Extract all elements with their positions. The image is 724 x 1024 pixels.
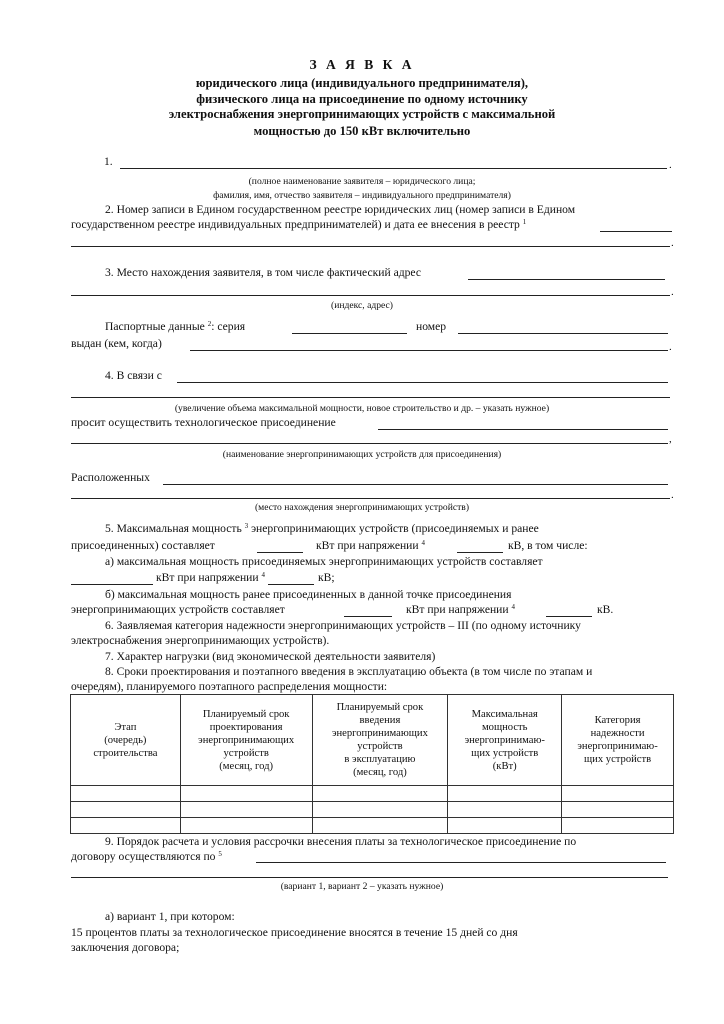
issued-by-field[interactable] xyxy=(190,350,668,351)
location-hint: (место нахождения энергопринимающих устройств) xyxy=(254,502,470,513)
document-title: З А Я В К А xyxy=(309,57,415,72)
item2-text-2: государственном реестре индивидуальных предпринимателей) и дата ее внесения в реестр $^1$ xyxy=(71,218,527,231)
table-header-design-term: Планируемый срок проектирования энергопринимающих устройств (месяц, год) xyxy=(180,695,312,786)
item8-text-2: очередям), планируемого поэтапного распределения мощности: xyxy=(71,680,388,693)
address-line-field[interactable] xyxy=(71,295,670,296)
item3-label: 3. Место нахождения заявителя, в том числе фактический адрес xyxy=(105,266,422,279)
item1-hint-2: фамилия, имя, отчество заявителя – индивидуального предпринимателя) xyxy=(213,190,511,201)
item9-text-2: договору осуществляются по $^5$ xyxy=(71,850,222,863)
voltage-field[interactable] xyxy=(457,552,503,553)
table-cell[interactable] xyxy=(448,818,562,834)
table-cell[interactable] xyxy=(71,786,181,802)
passport-number-field[interactable] xyxy=(458,333,668,334)
reason-field[interactable] xyxy=(177,382,668,383)
footnote-1: 1 xyxy=(522,218,527,226)
table-cell[interactable] xyxy=(312,818,448,834)
item5b-text-1: б) максимальная мощность ранее присоединенных в данной точке присоединения xyxy=(105,588,512,601)
request-field[interactable] xyxy=(378,429,668,430)
application-form-page: З А Я В К А юридического лица (индивидуального предпринимателя), физического лица на присоединение по одному источнику электроснабжения энергопринимающих устройств с максимальной мощностью до 150 кВт включительно 1. . (полное наименование заявителя – юридического лица; фамилия, имя, отчество заявителя – индивидуального предпринимателя) 2. Номер записи в Едином государственном реестре юридических лиц (номер записи в Едином государственном реестре индивидуальных предпринимателей) и дата ее внесения в реестр $^1$ . 3. Место нахождения заявителя, в том числе фактический адрес . (индекс, адрес) Паспортные данные $^2$: серия номер выдан (кем, когда) . 4. В связи с (увеличение объема максимальной мощности, новое строительство и др. – указать нужное) просит осуществить технологическое присоединение , (наименование энергопринимающих устройств для присоединения) Расположенных . (место нахождения энергопринимающих устройств) 5. Максимальная мощность $^3$ энергопринимающих устройств (присоединяемых и ранее присоединенных) составляет кВт при напряжении $^4$ кВ, в том числе: а) максимальная мощность присоединяемых энергопринимающих устройств составляет кВт при напряжении $^4$ кВ; б) максимальная мощность ранее присоединенных в данной точке присоединения энергопринимающих устройств составляет кВт при напряжении $^4$ кВ. 6. Заявляемая категория надежности энергопринимающих устройств – III (по одному источнику электроснабжения энергопринимающих устройств). 7. Характер нагрузки (вид экономической деятельности заявителя) 8. Сроки проектирования и поэтапного введения в эксплуатацию объекта (в том числе по этапам и очередям), планируемого поэтапного распределения мощности: Этап (очередь) строительства Планируемый срок проектирования энергопринимающих устройств (месяц, год) Планируемый срок введения энергопринимающих устройств в эксплуатацию (месяц, год) Максимальная мощность энергопринимаю- щих устройств (кВт) Категория надежности энергопринимаю- щих устройств 9. Порядок расчета и условия рассрочки внесения платы за технологическое присоединение по договору осуществляются по $^5$ (вариант 1, вариант 2 – указать нужное) а) вариант 1, при котором: 15 процентов платы за технологическое присоединение вносятся в течение 15 дней со дня заключения договора; xyxy=(0,0,724,1024)
payment-variant-field[interactable] xyxy=(256,862,666,863)
registry-line-field[interactable] xyxy=(71,246,670,247)
schedule-table xyxy=(70,694,674,834)
subtitle-line-1: юридического лица (индивидуального предпринимателя), xyxy=(195,76,529,90)
applicant-name-field[interactable] xyxy=(120,168,667,169)
item5a-text-2a: кВт при напряжении $^4$ xyxy=(156,571,265,584)
table-cell[interactable] xyxy=(562,802,674,818)
table-cell[interactable] xyxy=(562,818,674,834)
item3-hint: (индекс, адрес) xyxy=(331,300,393,311)
existing-voltage-field[interactable] xyxy=(546,616,592,617)
new-power-field[interactable] xyxy=(71,584,153,585)
passport-label: Паспортные данные $^2$: серия xyxy=(105,320,246,333)
registry-date-field[interactable] xyxy=(600,231,672,232)
located-label: Расположенных xyxy=(71,471,150,484)
devices-hint: (наименование энергопринимающих устройств для присоединения) xyxy=(222,449,502,460)
table-header-category: Категория надежности энергопринимаю- щих устройств xyxy=(562,695,674,786)
subtitle-line-4: мощностью до 150 кВт включительно xyxy=(253,124,471,138)
item5b-text-2a: энергопринимающих устройств составляет xyxy=(71,603,285,616)
max-power-field[interactable] xyxy=(257,552,303,553)
table-header-max-power: Максимальная мощность энергопринимаю- щих устройств (кВт) xyxy=(448,695,562,786)
table-row xyxy=(71,786,674,802)
table-row xyxy=(71,802,674,818)
existing-power-field[interactable] xyxy=(344,616,392,617)
request-label: просит осуществить технологическое присоединение xyxy=(71,416,336,429)
item4-hint: (увеличение объема максимальной мощности, новое строительство и др. – указать нужное) xyxy=(174,403,550,414)
item8-text-1: 8. Сроки проектирования и поэтапного введения в эксплуатацию объекта (в том числе по этапам и xyxy=(105,665,593,678)
table-row xyxy=(71,818,674,834)
reason-line-field[interactable] xyxy=(71,397,670,398)
passport-series-field[interactable] xyxy=(292,333,407,334)
item2-text-1: 2. Номер записи в Едином государственном реестре юридических лиц (номер записи в Едином xyxy=(105,203,576,216)
item5-text-2a: присоединенных) составляет xyxy=(71,539,215,552)
table-cell[interactable] xyxy=(562,786,674,802)
footnote-2: 2 xyxy=(207,320,212,328)
table-cell[interactable] xyxy=(180,802,312,818)
item4-label: 4. В связи с xyxy=(105,369,162,382)
item5-text-1: 5. Максимальная мощность $^3$ энергопринимающих устройств (присоединяемых и ранее xyxy=(105,522,539,535)
footnote-5: 5 xyxy=(218,850,222,858)
table-header-stage: Этап (очередь) строительства xyxy=(71,695,181,786)
variant1-text-2: заключения договора; xyxy=(71,941,180,954)
item5a-text-1: а) максимальная мощность присоединяемых энергопринимающих устройств составляет xyxy=(105,555,543,568)
location-line-field[interactable] xyxy=(71,498,670,499)
table-cell[interactable] xyxy=(312,802,448,818)
variant1-text-1: 15 процентов платы за технологическое присоединение вносятся в течение 15 дней со дня xyxy=(71,926,518,939)
variant1-label: а) вариант 1, при котором: xyxy=(105,910,235,923)
item5b-text-2b: кВт при напряжении $^4$ xyxy=(406,603,515,616)
table-cell[interactable] xyxy=(448,786,562,802)
item9-text-1: 9. Порядок расчета и условия рассрочки внесения платы за технологическое присоединение по xyxy=(105,835,577,848)
location-field[interactable] xyxy=(163,484,668,485)
table-cell[interactable] xyxy=(71,818,181,834)
subtitle-line-3: электроснабжения энергопринимающих устройств с максимальной xyxy=(168,107,556,121)
new-voltage-field[interactable] xyxy=(268,584,314,585)
footnote-3: 3 xyxy=(244,522,249,530)
table-cell[interactable] xyxy=(180,818,312,834)
table-cell[interactable] xyxy=(448,802,562,818)
item1-number: 1. xyxy=(104,155,113,168)
request-line-field[interactable] xyxy=(71,443,668,444)
item5b-text-2c: кВ. xyxy=(597,603,614,616)
item9-hint: (вариант 1, вариант 2 – указать нужное) xyxy=(280,881,444,892)
table-cell[interactable] xyxy=(71,802,181,818)
item6-text-2: электроснабжения энергопринимающих устройств). xyxy=(71,634,330,647)
subtitle-line-2: физического лица на присоединение по одному источнику xyxy=(196,92,528,106)
item5-text-2b: кВт при напряжении $^4$ xyxy=(316,539,425,552)
payment-variant-line-field[interactable] xyxy=(71,877,668,878)
issued-by-label: выдан (кем, когда) xyxy=(71,337,162,350)
item6-text-1: 6. Заявляемая категория надежности энергопринимающих устройств – III (по одному источнику xyxy=(105,619,581,632)
passport-number-label: номер xyxy=(416,320,447,333)
table-cell[interactable] xyxy=(180,786,312,802)
item5-text-2c: кВ, в том числе: xyxy=(508,539,588,552)
table-header-row xyxy=(71,695,674,786)
item7-text: 7. Характер нагрузки (вид экономической деятельности заявителя) xyxy=(105,650,436,663)
table-header-commissioning-term: Планируемый срок введения энергопринимающих устройств в эксплуатацию (месяц, год) xyxy=(312,695,448,786)
address-field[interactable] xyxy=(468,279,665,280)
table-cell[interactable] xyxy=(312,786,448,802)
item1-hint-1: (полное наименование заявителя – юридического лица; xyxy=(248,176,476,187)
footnote-4: 4 xyxy=(421,539,425,547)
item5a-text-2b: кВ; xyxy=(318,571,335,584)
